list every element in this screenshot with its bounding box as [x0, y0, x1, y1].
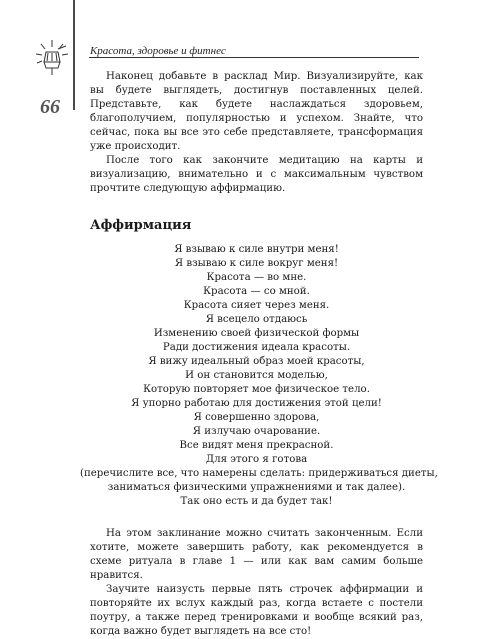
affirmation-line: Я взываю к силе вокруг меня! — [174, 258, 339, 269]
outro-paragraph-2: Заучите наизусть первые пять строчек аффирмации и повторяйте их вслух каждый раз, когда встаете с постели поутру, а также перед тренировками и вообще всякий раз, когда важно будет выглядеть на все сто! — [90, 584, 423, 637]
margin-rule — [73, 0, 75, 110]
page-number: 66 — [40, 96, 60, 118]
affirmation-line: Все видят меня прекрасной. — [179, 440, 334, 451]
lamp-icon — [32, 38, 72, 78]
affirmation-line: Я всецело отдаюсь — [205, 314, 308, 325]
affirmation-line: Красота — со мной. — [203, 286, 310, 297]
affirmation-text — [80, 243, 438, 509]
affirmation-line: Красота сияет через меня. — [183, 300, 330, 311]
affirmation-line: Для этого я готова — [205, 454, 308, 465]
affirmation-line: (перечислите все, что намерены сделать: придерживаться диеты, — [80, 468, 438, 479]
affirmation-line: Так оно есть и да будет так! — [180, 496, 333, 507]
affirmation-line: Я взываю к силе внутри меня! — [174, 244, 339, 255]
running-head: Красота, здоровье и фитнес — [90, 45, 226, 57]
affirmation-line: И он становится моделью, — [185, 370, 328, 381]
affirmation-line: Ради достижения идеала красоты. — [162, 342, 351, 353]
outro-paragraph-1: На этом заклинание можно считать законченным. Если хотите, можете завершить работу, как рекомендуется в схеме ритуала в главе 1 — или как вам самим больше нравится. — [90, 528, 423, 581]
header-rule — [89, 57, 419, 58]
intro-paragraph-2: После того как закончите медитацию на карты и визуализацию, внимательно и с максимальным чувством прочтите следующую аффирмацию. — [90, 155, 423, 194]
affirmation-line: Я совершенно здорова, — [193, 412, 320, 423]
affirmation-line: Я упорно работаю для достижения этой цели! — [131, 398, 382, 409]
affirmation-line: Я излучаю очарование. — [192, 426, 321, 437]
affirmation-line: Я вижу идеальный образ моей красоты, — [148, 356, 365, 367]
section-heading: Аффирмация — [90, 218, 192, 233]
intro-paragraph-1: Наконец добавьте в расклад Мир. Визуализируйте, как вы будете выглядеть, достигнув поставленных целей. Представьте, как будете наслаждаться здоровьем, благополучием, популярностью и успехом. Знайте, что сейчас, пока вы все это себе представляете, трансформация уже происходит. — [90, 71, 423, 152]
affirmation-line: Которую повторяет мое физическое тело. — [143, 384, 370, 395]
affirmation-line: Изменению своей физической формы — [153, 328, 360, 339]
affirmation-line: заниматься физическими упражнениями и так далее). — [107, 482, 406, 493]
page-body — [80, 70, 438, 639]
affirmation-line: Красота — во мне. — [206, 272, 307, 283]
